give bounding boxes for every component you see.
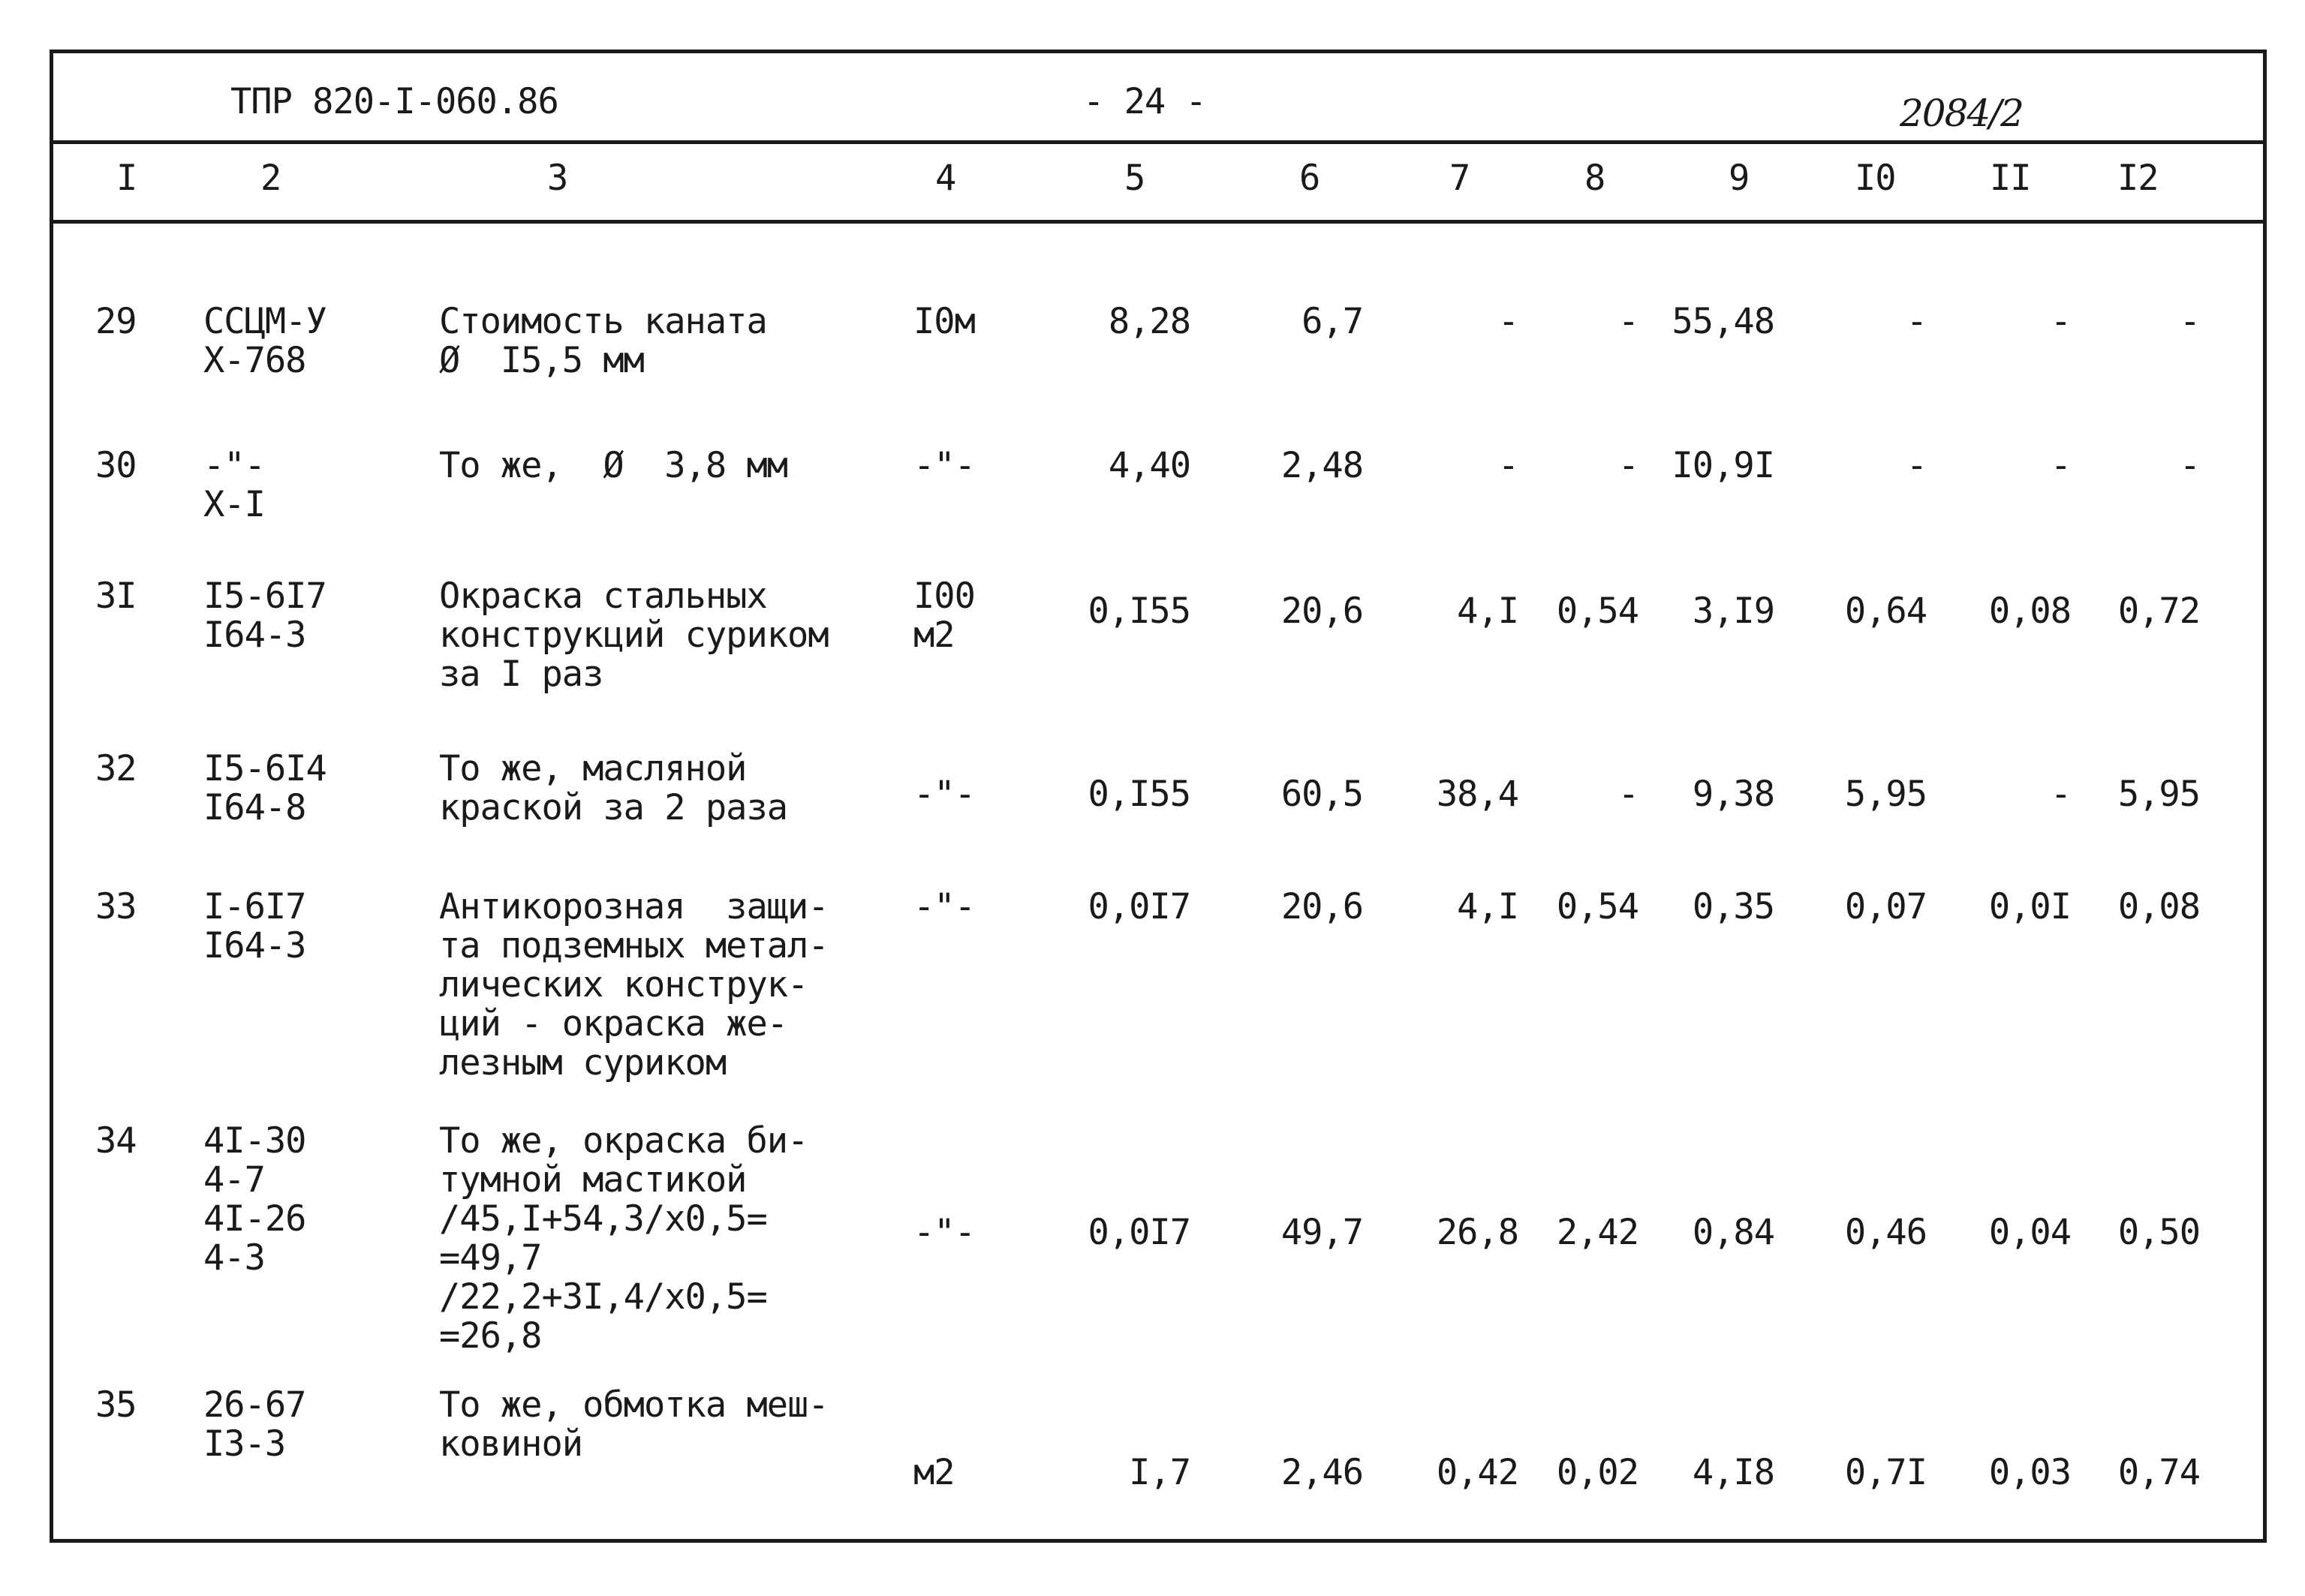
row-code: I5-6I4 I64-8 bbox=[203, 748, 326, 828]
row-value-11: - bbox=[2050, 774, 2071, 815]
row-value-5: I,7 bbox=[1129, 1452, 1190, 1493]
row-value-11: 0,03 bbox=[1988, 1452, 2071, 1493]
row-unit: -"- bbox=[913, 1212, 975, 1253]
row-value-10: 5,95 bbox=[1844, 774, 1927, 815]
row-value-12: - bbox=[2179, 445, 2200, 486]
row-value-5: 8,28 bbox=[1108, 301, 1190, 342]
handwritten-stamp: 2084/2 bbox=[1900, 92, 2023, 135]
row-value-7: 26,8 bbox=[1436, 1212, 1518, 1253]
row-code: I5-6I7 I64-3 bbox=[203, 576, 326, 656]
row-description: То же, масляной краской за 2 раза bbox=[439, 748, 788, 828]
row-description: Окраска стальных конструкций суриком за I раз bbox=[439, 576, 829, 695]
row-code: I-6I7 I64-3 bbox=[203, 886, 306, 966]
row-code: -"- X-I bbox=[203, 445, 265, 525]
row-number: 33 bbox=[95, 886, 137, 927]
column-header-9: 9 bbox=[1729, 158, 1750, 199]
row-code: ССЦМ-У X-768 bbox=[203, 301, 326, 381]
document-code: ТПР 820-I-060.86 bbox=[230, 81, 558, 122]
row-unit: -"- bbox=[913, 886, 975, 927]
row-value-10: 0,7I bbox=[1844, 1452, 1927, 1493]
row-value-6: 20,6 bbox=[1280, 886, 1363, 927]
row-value-5: 4,40 bbox=[1108, 445, 1190, 486]
row-value-8: - bbox=[1617, 445, 1638, 486]
row-value-12: 0,50 bbox=[2117, 1212, 2200, 1253]
row-value-5: 0,0I7 bbox=[1088, 886, 1190, 927]
row-value-12: 0,08 bbox=[2117, 886, 2200, 927]
column-header-7: 7 bbox=[1449, 158, 1470, 199]
row-value-6: 2,48 bbox=[1280, 445, 1363, 486]
column-header-rule bbox=[53, 220, 2263, 224]
row-code: 4I-30 4-7 4I-26 4-3 bbox=[203, 1120, 306, 1279]
row-value-8: - bbox=[1617, 301, 1638, 342]
column-header-10: I0 bbox=[1855, 158, 1896, 199]
row-value-10: 0,64 bbox=[1844, 591, 1927, 632]
row-value-9: 3,I9 bbox=[1692, 591, 1774, 632]
row-value-9: 4,I8 bbox=[1692, 1452, 1774, 1493]
row-value-7: - bbox=[1497, 301, 1518, 342]
row-value-11: 0,08 bbox=[1988, 591, 2071, 632]
row-value-11: - bbox=[2050, 301, 2071, 342]
row-value-12: - bbox=[2179, 301, 2200, 342]
row-number: 30 bbox=[95, 445, 137, 486]
row-description: То же, Ø 3,8 мм bbox=[439, 445, 788, 486]
row-value-11: 0,0I bbox=[1988, 886, 2071, 927]
row-number: 3I bbox=[95, 576, 137, 617]
row-value-8: 0,54 bbox=[1556, 591, 1638, 632]
column-header-3: 3 bbox=[547, 158, 568, 199]
row-value-9: 55,48 bbox=[1672, 301, 1774, 342]
column-header-1: I bbox=[116, 158, 137, 199]
column-header-6: 6 bbox=[1299, 158, 1320, 199]
row-number: 35 bbox=[95, 1384, 137, 1426]
row-value-12: 0,72 bbox=[2117, 591, 2200, 632]
row-unit: м2 bbox=[913, 1452, 955, 1493]
row-unit: I0м bbox=[913, 301, 975, 342]
row-value-12: 5,95 bbox=[2117, 774, 2200, 815]
row-value-10: - bbox=[1906, 445, 1927, 486]
row-description: То же, обмотка меш- ковиной bbox=[439, 1384, 829, 1465]
row-number: 34 bbox=[95, 1120, 137, 1162]
row-description: Стоимость каната Ø I5,5 мм bbox=[439, 301, 767, 381]
row-unit: I00 м2 bbox=[913, 576, 975, 656]
row-value-5: 0,I55 bbox=[1088, 774, 1190, 815]
row-value-9: 0,35 bbox=[1692, 886, 1774, 927]
row-number: 32 bbox=[95, 748, 137, 789]
column-header-8: 8 bbox=[1584, 158, 1605, 199]
row-description: То же, окраска би- тумной мастикой /45,I+54,3/x0,5= =49,7 /22,2+3I,4/x0,5= =26,8 bbox=[439, 1120, 808, 1357]
document-sheet bbox=[50, 50, 2267, 1543]
page-number: - 24 - bbox=[1083, 81, 1206, 122]
row-value-11: 0,04 bbox=[1988, 1212, 2071, 1253]
row-value-6: 60,5 bbox=[1280, 774, 1363, 815]
row-value-11: - bbox=[2050, 445, 2071, 486]
row-code: 26-67 I3-3 bbox=[203, 1384, 306, 1465]
row-unit: -"- bbox=[913, 774, 975, 815]
row-value-10: 0,07 bbox=[1844, 886, 1927, 927]
column-header-11: II bbox=[1990, 158, 2031, 199]
row-description: Антикорозная защи- та подземных метал- лических конструк- ций - окраска же- лезным суриком bbox=[439, 886, 829, 1084]
row-number: 29 bbox=[95, 301, 137, 342]
row-value-8: - bbox=[1617, 774, 1638, 815]
row-value-6: 2,46 bbox=[1280, 1452, 1363, 1493]
row-value-5: 0,I55 bbox=[1088, 591, 1190, 632]
row-value-9: 0,84 bbox=[1692, 1212, 1774, 1253]
row-unit: -"- bbox=[913, 445, 975, 486]
row-value-6: 20,6 bbox=[1280, 591, 1363, 632]
row-value-6: 6,7 bbox=[1301, 301, 1363, 342]
row-value-12: 0,74 bbox=[2117, 1452, 2200, 1493]
row-value-7: 4,I bbox=[1457, 886, 1518, 927]
row-value-5: 0,0I7 bbox=[1088, 1212, 1190, 1253]
column-header-4: 4 bbox=[935, 158, 956, 199]
row-value-7: 0,42 bbox=[1436, 1452, 1518, 1493]
column-header-2: 2 bbox=[260, 158, 281, 199]
row-value-8: 0,54 bbox=[1556, 886, 1638, 927]
row-value-7: 38,4 bbox=[1436, 774, 1518, 815]
row-value-7: - bbox=[1497, 445, 1518, 486]
row-value-10: - bbox=[1906, 301, 1927, 342]
header-rule bbox=[53, 140, 2263, 144]
column-header-12: I2 bbox=[2117, 158, 2159, 199]
row-value-8: 0,02 bbox=[1556, 1452, 1638, 1493]
column-header-5: 5 bbox=[1124, 158, 1145, 199]
row-value-7: 4,I bbox=[1457, 591, 1518, 632]
row-value-10: 0,46 bbox=[1844, 1212, 1927, 1253]
row-value-9: 9,38 bbox=[1692, 774, 1774, 815]
row-value-8: 2,42 bbox=[1556, 1212, 1638, 1253]
row-value-6: 49,7 bbox=[1280, 1212, 1363, 1253]
row-value-9: I0,9I bbox=[1672, 445, 1774, 486]
